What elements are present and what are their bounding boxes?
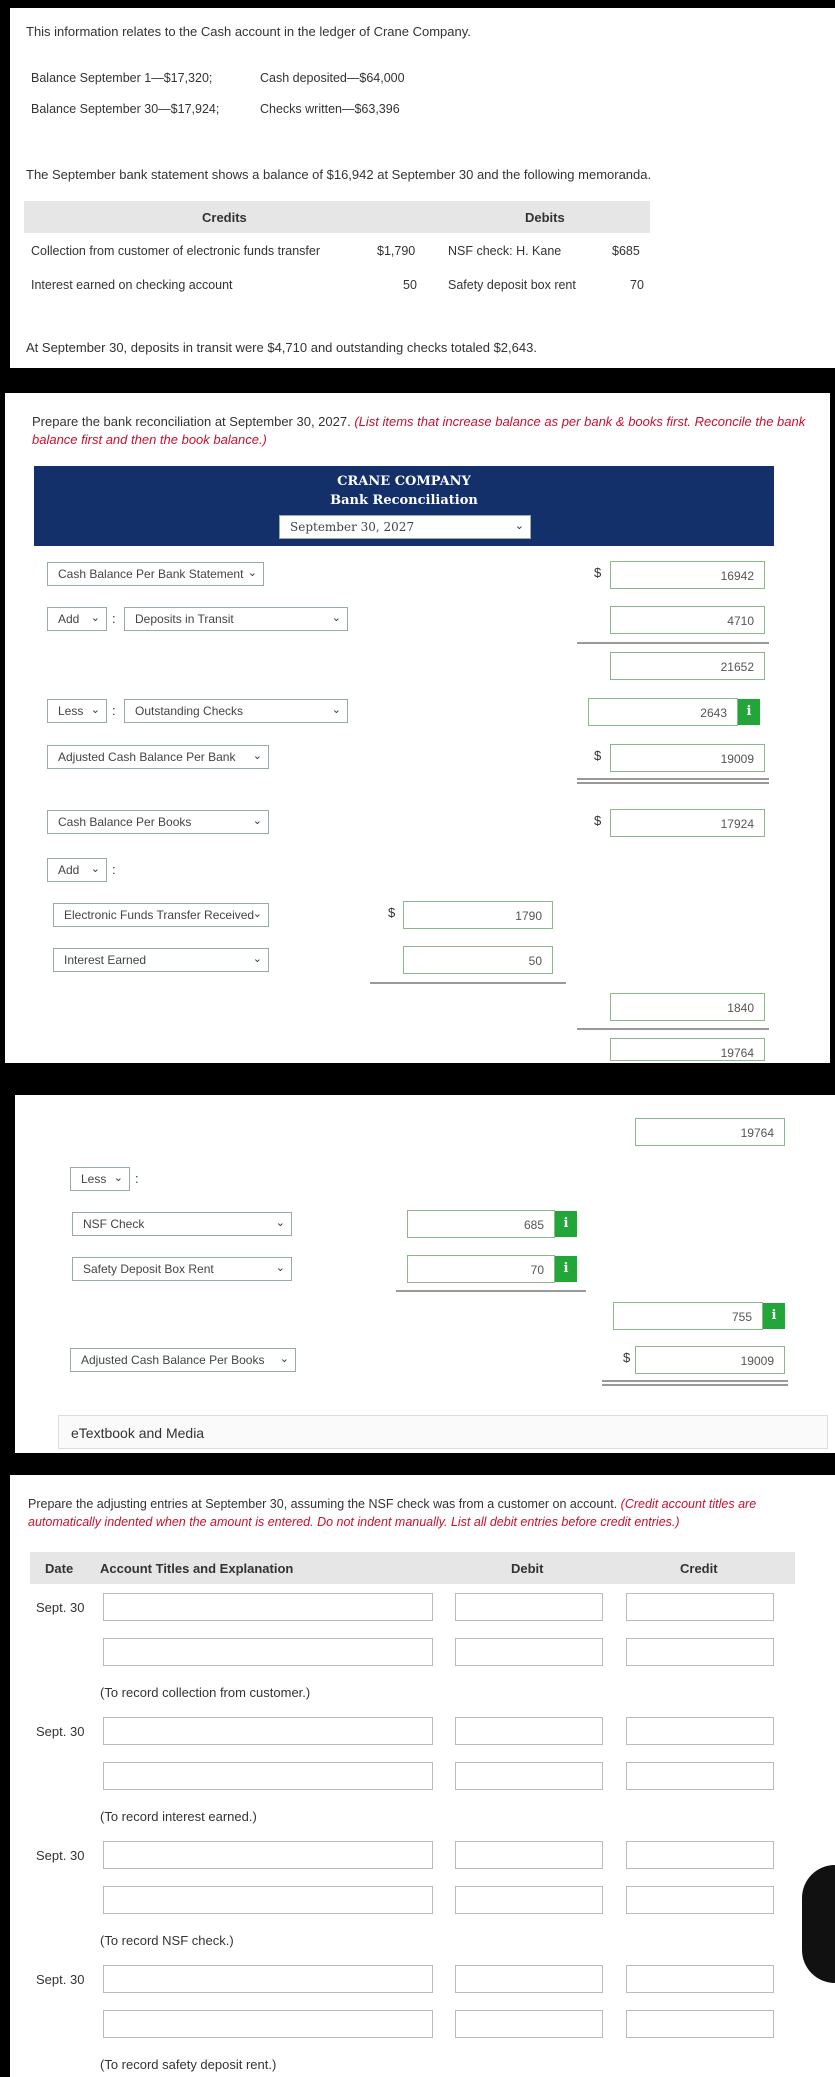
add-select[interactable]	[47, 858, 107, 882]
entry-date: Sept. 30	[36, 1972, 85, 1987]
reconciliation-panel-upper	[5, 393, 830, 1063]
account-input[interactable]	[103, 1638, 433, 1666]
floating-handle[interactable]	[802, 1865, 835, 1983]
statement-title: Bank Reconciliation	[330, 493, 478, 508]
rent-select[interactable]	[72, 1257, 292, 1281]
books-balance-label: Cash Balance Per Books	[58, 815, 192, 829]
chevron-down-icon: ⌄	[252, 815, 262, 827]
credit-input[interactable]	[626, 1841, 774, 1869]
chevron-down-icon: ⌄	[514, 519, 524, 532]
adjusted-bank-input[interactable]: 19009	[610, 744, 765, 772]
credit-input[interactable]	[626, 1638, 774, 1666]
problem-info-panel	[10, 8, 835, 368]
balance-sep1: Balance September 1—$17,320;	[31, 71, 213, 85]
chevron-down-icon: ⌄	[275, 1217, 285, 1229]
debits-header: Debits	[525, 210, 565, 225]
books-balance-select[interactable]	[47, 810, 269, 834]
recon-prompt-instructions: (List items that increase balance as per bank & books first. Reconcile the bank balance first and then the book balance.)	[32, 414, 806, 447]
entry-date: Sept. 30	[36, 1848, 85, 1863]
credits-header: Credits	[202, 210, 247, 225]
double-underline	[602, 1384, 788, 1386]
debit-input[interactable]	[455, 1965, 603, 1993]
eft-input[interactable]: 1790	[403, 901, 553, 929]
underline	[577, 1028, 769, 1030]
books-subtotal-input[interactable]: 19764	[610, 1038, 765, 1061]
chevron-down-icon: ⌄	[331, 704, 341, 716]
col-debit: Debit	[511, 1561, 544, 1576]
rent-input[interactable]: 70	[407, 1255, 555, 1283]
cash-deposited: Cash deposited—$64,000	[260, 71, 405, 85]
recon-prompt-text: Prepare the bank reconciliation at September 30, 2027.	[32, 414, 355, 429]
debit-input[interactable]	[455, 1593, 603, 1621]
add-label: Add	[58, 612, 80, 626]
books-balance-input[interactable]: 17924	[610, 809, 765, 837]
less-select[interactable]	[70, 1167, 130, 1191]
account-input[interactable]	[103, 1717, 433, 1745]
recon-prompt	[32, 413, 807, 449]
debit-input[interactable]	[455, 1886, 603, 1914]
account-input[interactable]	[103, 1762, 433, 1790]
interest-label: Interest Earned	[64, 953, 147, 967]
outstanding-input[interactable]: 2643	[588, 698, 738, 726]
memo-credit-amount: $1,790	[377, 244, 416, 258]
less-select[interactable]	[47, 699, 107, 723]
date-select-value: September 30, 2027	[290, 520, 415, 534]
chevron-down-icon: ⌄	[90, 612, 100, 624]
credit-input[interactable]	[626, 1965, 774, 1993]
less-total-input[interactable]: 755	[613, 1302, 763, 1330]
outstanding-label: Outstanding Checks	[135, 704, 244, 718]
colon: :	[112, 611, 116, 626]
entry-note: (To record collection from customer.)	[100, 1685, 311, 1700]
dollar-sign: $	[594, 813, 602, 828]
entry-note: (To record safety deposit rent.)	[100, 2057, 277, 2072]
company-name: CRANE COMPANY	[337, 474, 471, 489]
dollar-sign: $	[594, 748, 602, 763]
less-label: Less	[81, 1172, 107, 1186]
add-select[interactable]	[47, 607, 107, 631]
books-subtotal-input-repeat[interactable]: 19764	[635, 1118, 785, 1146]
memo-debit-amount: 70	[630, 278, 644, 292]
bank-balance-input[interactable]: 16942	[610, 561, 765, 589]
intro-line: This information relates to the Cash account in the ledger of Crane Company.	[26, 24, 471, 39]
account-input[interactable]	[103, 1841, 433, 1869]
deposits-input[interactable]: 4710	[610, 606, 765, 634]
less-label: Less	[58, 704, 84, 718]
info-icon[interactable]: i	[555, 1211, 577, 1237]
transit-text: At September 30, deposits in transit were $4,710 and outstanding checks totaled $2,643.	[26, 340, 537, 355]
info-icon[interactable]: i	[763, 1303, 785, 1329]
debit-input[interactable]	[455, 1717, 603, 1745]
debit-input[interactable]	[455, 1762, 603, 1790]
chevron-down-icon: ⌄	[252, 953, 262, 965]
journal-prompt	[28, 1495, 808, 1531]
colon: :	[112, 703, 116, 718]
debit-input[interactable]	[455, 1638, 603, 1666]
add-label: Add	[58, 863, 80, 877]
memo-credit-label: Interest earned on checking account	[31, 278, 233, 292]
rent-label: Safety Deposit Box Rent	[83, 1262, 214, 1276]
entry-note: (To record NSF check.)	[100, 1933, 234, 1948]
double-underline	[602, 1380, 788, 1382]
col-credit: Credit	[680, 1561, 718, 1576]
credit-input[interactable]	[626, 1886, 774, 1914]
journal-prompt-text: Prepare the adjusting entries at September 30, assuming the NSF check was from a customer on account.	[28, 1497, 621, 1511]
credit-input[interactable]	[626, 1762, 774, 1790]
credit-input[interactable]	[626, 1717, 774, 1745]
memo-debit-label: NSF check: H. Kane	[448, 244, 562, 258]
balance-sep30: Balance September 30—$17,924;	[31, 102, 220, 116]
bank-balance-select[interactable]	[47, 562, 264, 586]
etextbook-bar[interactable]	[58, 1415, 828, 1449]
memo-debit-amount: $685	[612, 244, 640, 258]
info-icon[interactable]: i	[738, 699, 760, 725]
double-underline	[577, 778, 769, 780]
deposits-label: Deposits in Transit	[135, 612, 234, 626]
account-input[interactable]	[103, 2010, 433, 2038]
memo-credit-label: Collection from customer of electronic funds transfer	[31, 244, 321, 258]
adjusted-bank-label: Adjusted Cash Balance Per Bank	[58, 750, 236, 764]
reconciliation-panel-lower	[15, 1095, 835, 1453]
chevron-down-icon: ⌄	[113, 1172, 123, 1184]
account-input[interactable]	[103, 1593, 433, 1621]
chevron-down-icon: ⌄	[252, 908, 262, 920]
dollar-sign: $	[594, 565, 602, 580]
debit-input[interactable]	[455, 2010, 603, 2038]
journal-prompt-instructions: (Credit account titles are automatically indented when the amount is entered. Do not indent manually. List all debit entries before credit entries.)	[28, 1497, 757, 1529]
dollar-sign: $	[623, 1350, 631, 1365]
chevron-down-icon: ⌄	[331, 612, 341, 624]
info-icon[interactable]: i	[555, 1256, 577, 1282]
interest-input[interactable]: 50	[403, 946, 553, 974]
adjusted-books-input[interactable]: 19009	[635, 1346, 785, 1374]
account-input[interactable]	[103, 1965, 433, 1993]
bank-subtotal-input[interactable]: 21652	[610, 652, 765, 680]
add-total-input[interactable]: 1840	[610, 993, 765, 1021]
date-select[interactable]	[279, 515, 531, 539]
chevron-down-icon: ⌄	[279, 1353, 289, 1365]
entry-date: Sept. 30	[36, 1600, 85, 1615]
debit-input[interactable]	[455, 1841, 603, 1869]
col-date: Date	[45, 1561, 74, 1576]
underline	[370, 982, 566, 984]
recon-header	[34, 466, 774, 546]
credit-input[interactable]	[626, 2010, 774, 2038]
deposits-select[interactable]	[124, 607, 348, 631]
eft-label: Electronic Funds Transfer Received	[64, 908, 255, 922]
credit-input[interactable]	[626, 1593, 774, 1621]
adjusted-books-select[interactable]	[70, 1348, 296, 1372]
interest-select[interactable]	[53, 948, 269, 972]
account-input[interactable]	[103, 1886, 433, 1914]
chevron-down-icon: ⌄	[247, 567, 257, 579]
colon: :	[112, 862, 116, 877]
checks-written: Checks written—$63,396	[260, 102, 400, 116]
double-underline	[577, 782, 769, 784]
underline	[396, 1290, 586, 1292]
chevron-down-icon: ⌄	[90, 863, 100, 875]
nsf-input[interactable]: 685	[407, 1210, 555, 1238]
statement-text: The September bank statement shows a balance of $16,942 at September 30 and the following memoranda.	[26, 167, 652, 182]
adjusted-bank-select[interactable]	[47, 745, 269, 769]
colon: :	[135, 1171, 139, 1186]
eft-select[interactable]	[53, 903, 269, 927]
nsf-label: NSF Check	[83, 1217, 145, 1231]
underline	[577, 642, 769, 644]
chevron-down-icon: ⌄	[90, 704, 100, 716]
nsf-select[interactable]	[72, 1212, 292, 1236]
col-account: Account Titles and Explanation	[100, 1561, 294, 1576]
journal-panel	[10, 1475, 835, 2077]
chevron-down-icon: ⌄	[252, 750, 262, 762]
entry-date: Sept. 30	[36, 1724, 85, 1739]
bank-balance-label: Cash Balance Per Bank Statement	[58, 567, 244, 581]
outstanding-select[interactable]	[124, 699, 348, 723]
memo-debit-label: Safety deposit box rent	[448, 278, 576, 292]
adjusted-books-label: Adjusted Cash Balance Per Books	[81, 1353, 265, 1367]
entry-note: (To record interest earned.)	[100, 1809, 257, 1824]
memo-credit-amount: 50	[403, 278, 417, 292]
chevron-down-icon: ⌄	[275, 1262, 285, 1274]
dollar-sign: $	[388, 905, 396, 920]
etextbook-label: eTextbook and Media	[71, 1425, 205, 1441]
